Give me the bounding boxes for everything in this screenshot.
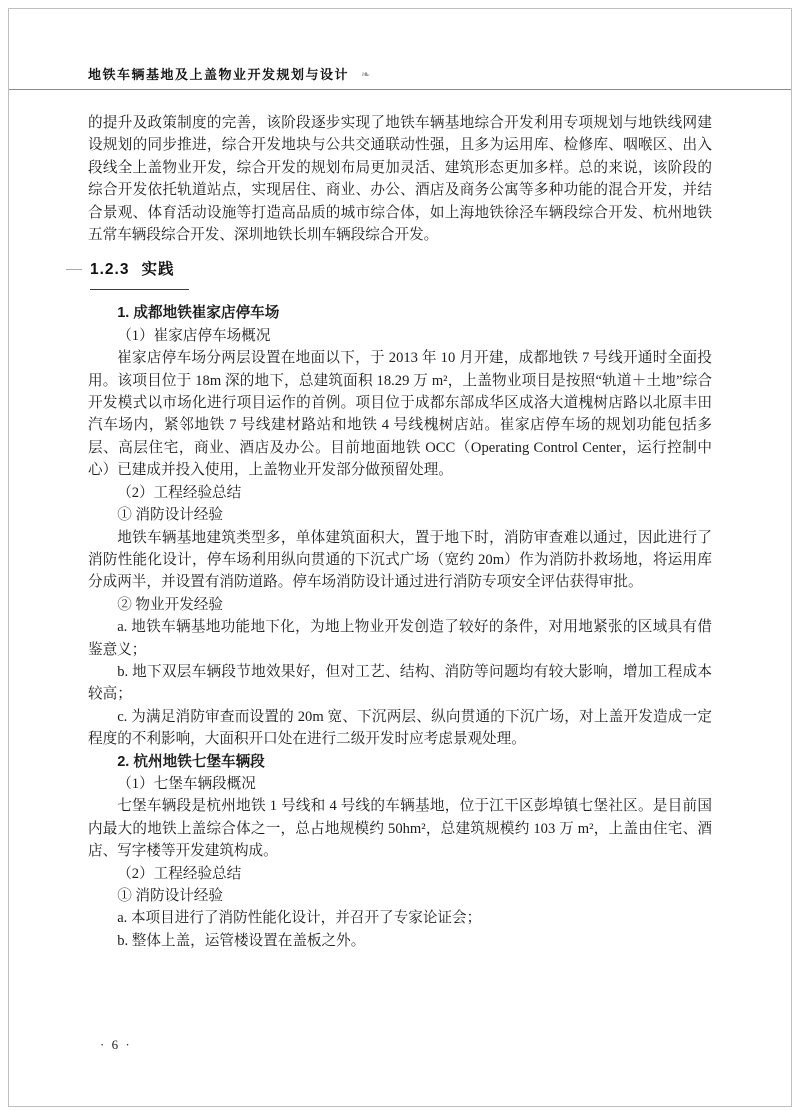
case1-overview-paragraph: 崔家店停车场分两层设置在地面以下，于 2013 年 10 月开建，成都地铁 7 号线开通时全面投用。该项目位于 18m 深的地下，总建筑面积 18.29 万 m²，上盖物业项目是按照“轨道＋土地”综合开发模式以市场化进行项目运作的首例。项目位于成都东部成华区成洛大道槐树店路以北原丰田汽车场内，紧邻地铁 7 号线建材路站和地铁 4 号线槐树店站。崔家店停车场的规划功能包括多层、高层住宅，商业、酒店及办公。目前地面地铁 OCC（Operating Control Center，运行控制中心）已建成并投入使用，上盖物业开发部分做预留处理。 (88, 350, 712, 479)
case1-property-item-b: b. 地下双层车辆段节地效果好，但对工艺、结构、消防等问题均有较大影响，增加工程成本较高； (88, 663, 712, 703)
case1-experience-heading: （2）工程经验总结 (117, 484, 242, 501)
header-rule (9, 89, 791, 90)
intro-paragraph: 的提升及政策制度的完善，该阶段逐步实现了地铁车辆基地综合开发利用专项规划与地铁线网建设规划的同步推进，综合开发地块与公共交通联动性强，且多为运用库、检修库、咽喉区、出入段线全上盖物业开发，综合开发的规划布局更加灵活、建筑形态更加多样。总的来说，该阶段的综合开发依托轨道站点，实现居住、商业、办公、酒店及商务公寓等多种功能的混合开发，并结合景观、体育活动设施等打造高品质的城市综合体，如上海地铁徐泾车辆段综合开发、杭州地铁五常车辆段综合开发、深圳地铁长圳车辆段综合开发。 (88, 115, 712, 244)
case1-property-heading: ② 物业开发经验 (117, 596, 223, 613)
section-title: 实践 (141, 261, 175, 279)
page-content (88, 112, 712, 952)
case1-property-item-a: a. 地铁车辆基地功能地下化，为地上物业开发创造了较好的条件，对用地紧张的区域具有借鉴意义； (88, 619, 712, 658)
case2-overview-heading: （1）七堡车辆段概况 (117, 775, 256, 792)
case2-fire-heading: ① 消防设计经验 (117, 888, 223, 904)
case1-fire-heading: ① 消防设计经验 (117, 507, 223, 524)
case2-fire-item-a: a. 本项目进行了消防性能化设计，并召开了专家论证会； (117, 910, 482, 927)
case2-experience-heading: （2）工程经验总结 (117, 865, 242, 882)
case2-overview-paragraph: 七堡车辆段是杭州地铁 1 号线和 4 号线的车辆基地，位于江干区彭埠镇七堡社区。是目前国内最大的地铁上盖综合体之一，总占地规模约 50hm²，总建筑规模约 103 万 m²，上盖由住宅、酒店、写字楼等开发建筑构成。 (88, 798, 712, 860)
page-footer (100, 1037, 132, 1053)
running-head-title: 地铁车辆基地及上盖物业开发规划与设计 (88, 67, 350, 82)
page-number: · 6 · (100, 1037, 132, 1052)
section-number: 1.2.3 (90, 261, 130, 279)
section-heading (66, 257, 712, 290)
case1-title: 1. 成都地铁崔家店停车场 (117, 305, 280, 322)
section-heading-text (90, 257, 189, 290)
case1-property-item-c: c. 为满足消防审查而设置的 20m 宽、下沉两层、纵向贯通的下沉广场，对上盖开发造成一定程度的不利影响，大面积开口处在进行二级开发时应考虑景观处理。 (88, 708, 712, 748)
section-dash-icon (66, 269, 82, 270)
running-header (88, 64, 740, 84)
case1-fire-paragraph: 地铁车辆基地建筑类型多，单体建筑面积大，置于地下时，消防审查难以通过，因此进行了消防性能化设计，停车场利用纵向贯通的下沉式广场（宽约 20m）作为消防扑救场地，将运用库分成两半，并设置有消防道路。停车场消防设计通过进行消防专项安全评估获得审批。 (88, 529, 712, 591)
ornament-icon: ❧ (361, 69, 371, 81)
case2-title: 2. 杭州地铁七堡车辆段 (117, 753, 265, 770)
case1-overview-heading: （1）崔家店停车场概况 (117, 327, 271, 344)
case2-fire-item-b: b. 整体上盖，运管楼设置在盖板之外。 (117, 932, 366, 949)
